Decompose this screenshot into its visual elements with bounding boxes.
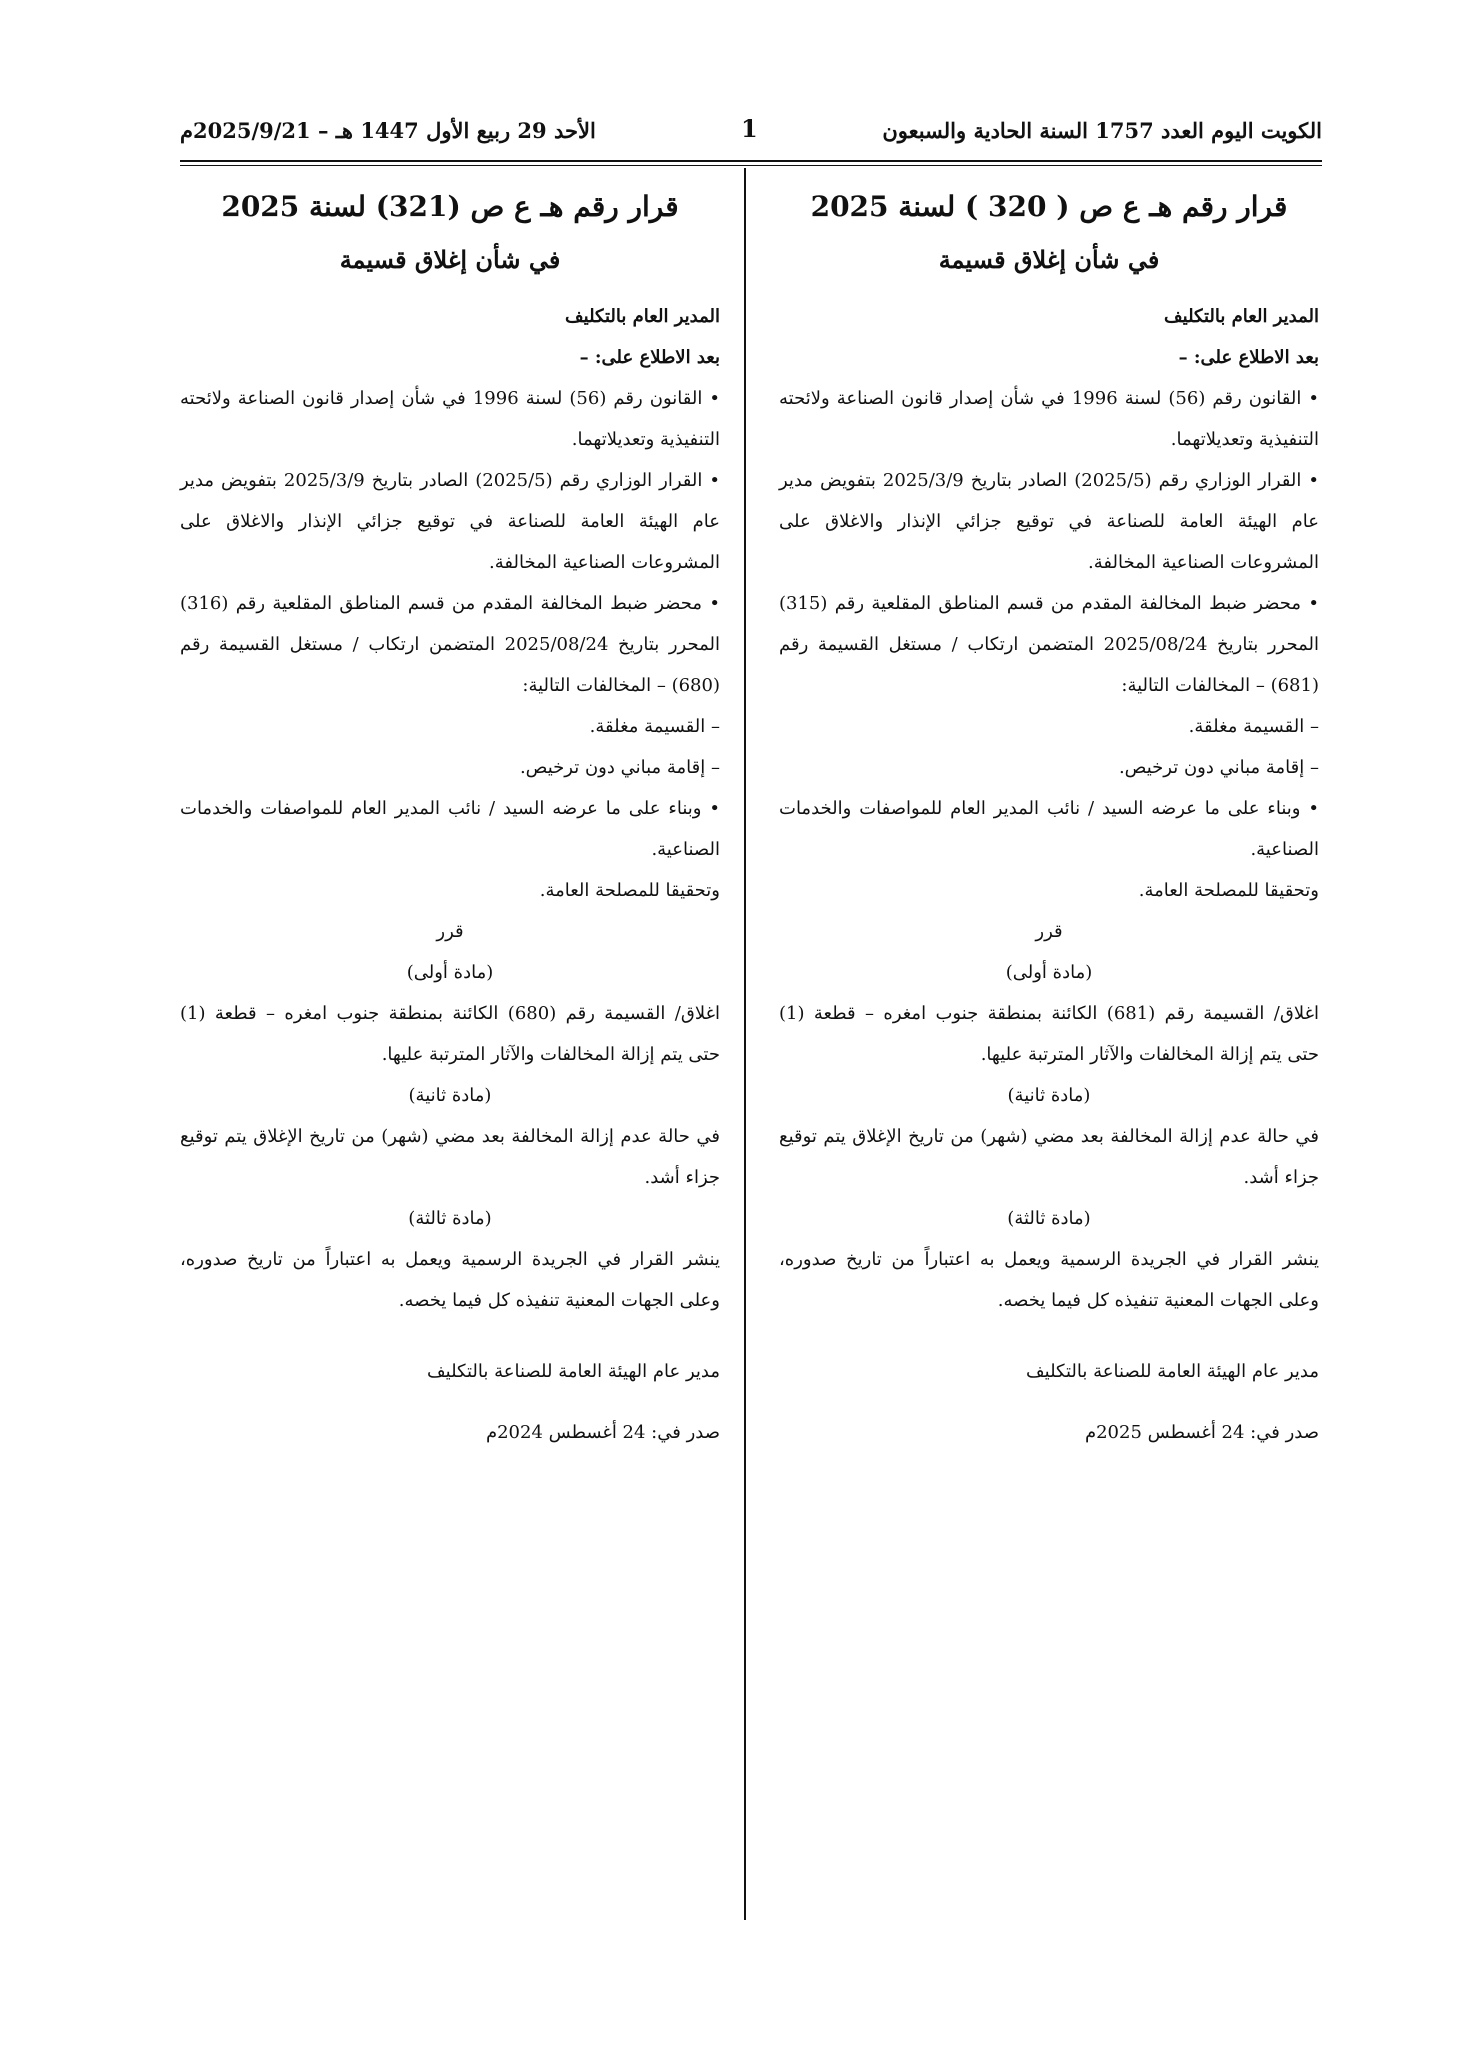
article-3-text: ينشر القرار في الجريدة الرسمية ويعمل به اعتباراً من تاريخ صدوره، وعلى الجهات المعنية تنفيذه كل فيما يخصه.: [779, 1249, 1319, 1311]
violation-item-1: – القسيمة مغلقة.: [589, 716, 720, 737]
article-2-heading: (مادة ثانية): [1007, 1085, 1091, 1106]
article-3-heading: (مادة ثالثة): [1007, 1208, 1091, 1229]
violation-report: • محضر ضبط المخالفة المقدم من قسم المناطق المقلعية رقم (315) المحرر بتاريخ 2025/08/24 المتضمن ارتكاب / مستغل القسيمة رقم (681) – المخالفات التالية:: [779, 593, 1319, 696]
preamble: بعد الاطلاع على: –: [1178, 347, 1319, 368]
column-divider: [744, 168, 746, 1920]
decided-heading: قرر: [1035, 921, 1063, 942]
public-interest-clause: وتحقيقا للمصلحة العامة.: [539, 880, 720, 901]
spacer: [180, 1392, 720, 1412]
header-rule-thick: [180, 160, 1322, 162]
decision-subtitle: في شأن إغلاق قسيمة: [339, 245, 561, 274]
decision-column-321: [180, 176, 720, 1453]
article-1-heading: (مادة أولى): [406, 962, 494, 983]
issuer: المدير العام بالتكليف: [1164, 306, 1319, 327]
decision-title: قرار رقم هـ ع ص (321) لسنة 2025: [221, 190, 679, 223]
article-1-text: اغلاق/ القسيمة رقم (681) الكائنة بمنطقة جنوب امغره – قطعة (1) حتى يتم إزالة المخالفات والآثار المترتبة عليها.: [779, 1003, 1319, 1065]
article-1-text: اغلاق/ القسيمة رقم (680) الكائنة بمنطقة جنوب امغره – قطعة (1) حتى يتم إزالة المخالفات والآثار المترتبة عليها.: [180, 1003, 720, 1065]
spacer: [779, 1392, 1319, 1412]
page-number: 1: [741, 114, 758, 143]
issued-date: صدر في: 24 أغسطس 2025م: [1084, 1422, 1319, 1443]
issuer: المدير العام بالتكليف: [565, 306, 720, 327]
article-3-heading: (مادة ثالثة): [408, 1208, 492, 1229]
article-1-heading: (مادة أولى): [1005, 962, 1093, 983]
issue-info: الكويت اليوم العدد 1757 السنة الحادية والسبعون: [882, 118, 1322, 143]
signature-line: مدير عام الهيئة العامة للصناعة بالتكليف: [1026, 1361, 1319, 1382]
decision-title: قرار رقم هـ ع ص ( 320 ) لسنة 2025: [810, 190, 1288, 223]
law-reference-1: • القانون رقم (56) لسنة 1996 في شأن إصدار قانون الصناعة ولائحته التنفيذية وتعديلاتهما.: [180, 388, 721, 450]
law-reference-2: • القرار الوزاري رقم (2025/5) الصادر بتاريخ 2025/3/9 بتفويض مدير عام الهيئة العامة للصناعة في توقيع جزائي الإنذار والاغلاق على المشروعات الصناعية المخالفة.: [180, 470, 720, 573]
decision-column-320: [779, 176, 1319, 1453]
decision-subtitle: في شأن إغلاق قسيمة: [938, 245, 1160, 274]
issue-date: الأحد 29 ربيع الأول 1447 هـ – 2025/9/21م: [180, 118, 596, 143]
law-reference-2: • القرار الوزاري رقم (2025/5) الصادر بتاريخ 2025/3/9 بتفويض مدير عام الهيئة العامة للصناعة في توقيع جزائي الإنذار والاغلاق على المشروعات الصناعية المخالفة.: [779, 470, 1319, 573]
issued-date: صدر في: 24 أغسطس 2024م: [485, 1422, 720, 1443]
based-on-clause: • وبناء على ما عرضه السيد / نائب المدير العام للمواصفات والخدمات الصناعية.: [180, 798, 720, 860]
signature-line: مدير عام الهيئة العامة للصناعة بالتكليف: [427, 1361, 720, 1382]
based-on-clause: • وبناء على ما عرضه السيد / نائب المدير العام للمواصفات والخدمات الصناعية.: [779, 798, 1319, 860]
preamble: بعد الاطلاع على: –: [579, 347, 720, 368]
article-3-text: ينشر القرار في الجريدة الرسمية ويعمل به اعتباراً من تاريخ صدوره، وعلى الجهات المعنية تنفيذه كل فيما يخصه.: [180, 1249, 720, 1311]
violation-item-2: – إقامة مباني دون ترخيص.: [1118, 757, 1319, 778]
violation-item-1: – القسيمة مغلقة.: [1188, 716, 1319, 737]
violation-item-2: – إقامة مباني دون ترخيص.: [519, 757, 720, 778]
article-2-text: في حالة عدم إزالة المخالفة بعد مضي (شهر) من تاريخ الإغلاق يتم توقيع جزاء أشد.: [180, 1126, 720, 1188]
public-interest-clause: وتحقيقا للمصلحة العامة.: [1138, 880, 1319, 901]
header-rule-thin: [180, 165, 1322, 166]
page-header: [180, 114, 1322, 154]
article-2-heading: (مادة ثانية): [408, 1085, 492, 1106]
spacer: [180, 1321, 720, 1351]
decided-heading: قرر: [436, 921, 464, 942]
violation-report: • محضر ضبط المخالفة المقدم من قسم المناطق المقلعية رقم (316) المحرر بتاريخ 2025/08/24 المتضمن ارتكاب / مستغل القسيمة رقم (680) – المخالفات التالية:: [180, 593, 720, 696]
law-reference-1: • القانون رقم (56) لسنة 1996 في شأن إصدار قانون الصناعة ولائحته التنفيذية وتعديلاتهما.: [779, 388, 1320, 450]
article-2-text: في حالة عدم إزالة المخالفة بعد مضي (شهر) من تاريخ الإغلاق يتم توقيع جزاء أشد.: [779, 1126, 1319, 1188]
spacer: [779, 1321, 1319, 1351]
